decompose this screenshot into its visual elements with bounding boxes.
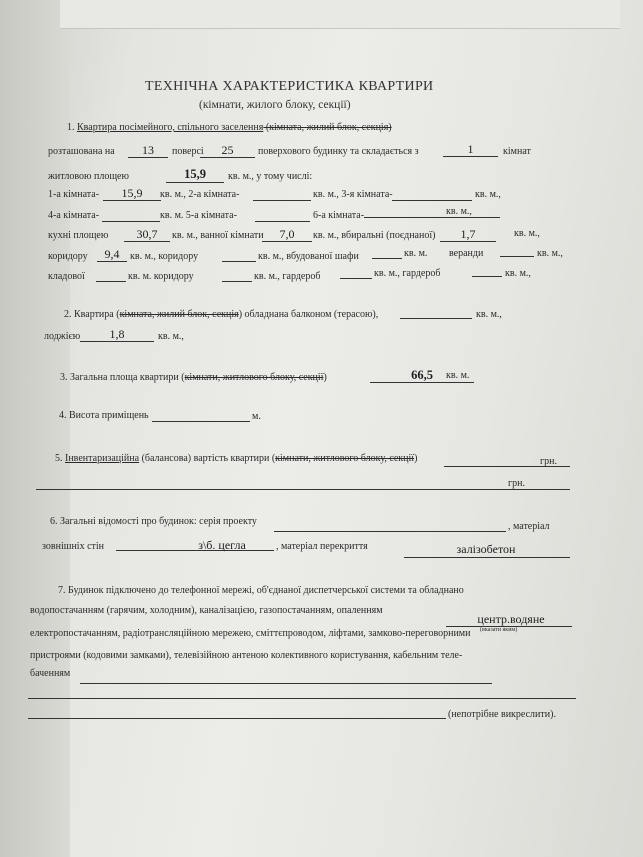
bath-value: 7,0 <box>279 227 295 241</box>
corridor3-line <box>222 281 252 282</box>
room3-line <box>392 200 472 201</box>
height-unit: м. <box>252 411 261 422</box>
toilet-unit: кв. м., <box>514 228 540 239</box>
loggia-label: лоджією <box>44 331 81 342</box>
total-area-unit: кв. м. <box>446 370 470 381</box>
pantry-label: кладової <box>48 271 85 282</box>
veranda-unit: кв. м., <box>537 248 563 259</box>
living-area-value: 15,9 <box>184 167 206 181</box>
toilet-label: кв. м., вбиральні (поєднаної) <box>313 230 436 241</box>
room1-line <box>103 200 161 201</box>
floors-total-line <box>200 157 255 158</box>
s5-text: 5. Інвентаризаційна (балансова) вартість квартири (кімнати, житлового блоку, секції) <box>55 453 418 464</box>
total-area-value: 66,5 <box>411 368 433 382</box>
living-area-line <box>166 182 224 183</box>
room4-label: 4-а кімната- <box>48 210 100 221</box>
room3-unit: кв. м., <box>475 189 501 200</box>
value-unit-2: грн. <box>508 478 525 489</box>
room2-label: кв. м., 2-а кімната- <box>160 189 240 200</box>
page-top-strip <box>60 0 620 29</box>
dressing2-line <box>472 276 502 277</box>
cable-line <box>80 683 492 684</box>
floors-total-value: 25 <box>221 143 234 157</box>
living-area-label: житловою площею <box>48 171 129 182</box>
s2-text: 2. Квартира (кімната, жилий блок, секція) обладнана балконом (терасою), <box>64 309 379 320</box>
located-on-label: розташована на <box>48 146 115 157</box>
wardrobe-line <box>372 258 402 259</box>
dressing2-unit: кв. м., <box>505 268 531 279</box>
s3-text: 3. Загальна площа квартири (кімнати, житлового блоку, секції) <box>60 372 327 383</box>
heating-value: центр.водяне <box>477 612 545 626</box>
toilet-line <box>440 241 496 242</box>
living-area-suffix: кв. м., у тому числі: <box>228 171 313 182</box>
room6-label: 6-а кімната- <box>313 210 365 221</box>
floor-material-value: залізобетон <box>456 542 516 556</box>
s1-heading: 1. Квартира посімейного, спільного заселення (кімната, жилий блок, секція) <box>67 122 392 133</box>
s4-text: 4. Висота приміщень <box>59 410 149 421</box>
balcony-unit: кв. м., <box>476 309 502 320</box>
rooms-label: кімнат <box>503 146 531 157</box>
s7-line-1: 7. Будинок підключено до телефонної мережі, об'єднаної диспетчерської системи та обладнано <box>58 585 464 596</box>
material-label: , матеріал <box>508 521 550 532</box>
veranda-label: веранди <box>449 248 484 259</box>
toilet-value: 1,7 <box>460 227 476 241</box>
strike-note: (непотрібне викреслити). <box>448 709 556 720</box>
value-line-2 <box>36 489 570 490</box>
blank-line-2 <box>28 718 446 719</box>
rooms-value: 1 <box>467 142 474 156</box>
room1-label: 1-а кімната- <box>48 189 100 200</box>
dressing-label: кв. м., гардероб <box>254 271 321 282</box>
page-shadow-left <box>0 0 70 857</box>
floor-value: 13 <box>142 143 154 157</box>
corridor2-label: кв. м., коридору <box>130 251 199 262</box>
loggia-unit: кв. м., <box>158 331 184 342</box>
pantry-line <box>96 281 126 282</box>
rooms-line <box>443 156 498 157</box>
walls-line <box>116 550 274 551</box>
room6-line <box>364 217 500 218</box>
corridor-value: 9,4 <box>104 247 120 261</box>
room5-label: кв. м. 5-а кімната- <box>160 210 237 221</box>
room3-label: кв. м., 3-я кімната- <box>313 189 393 200</box>
pantry-suffix: кв. м. коридору <box>128 271 194 282</box>
bath-label: кв. м., ванної кімнати <box>172 230 264 241</box>
loggia-line <box>80 341 154 342</box>
room4-line <box>102 221 160 222</box>
height-line <box>152 421 250 422</box>
kitchen-label: кухні площею <box>48 230 109 241</box>
blank-line-1 <box>28 698 576 699</box>
floor-label: поверсі <box>172 146 204 157</box>
total-area-line <box>370 382 474 383</box>
walls-label: зовнішніх стін <box>42 541 105 552</box>
kitchen-value: 30,7 <box>136 227 158 241</box>
floor-material-label: , матеріал перекриття <box>276 541 368 552</box>
room1-value: 15,9 <box>121 186 143 200</box>
document-title: ТЕХНІЧНА ХАРАКТЕРИСТИКА КВАРТИРИ <box>145 79 434 94</box>
s7-line-2: водопостачанням (гарячим, холодним), каналізацією, газопостачанням, опаленням <box>30 605 383 616</box>
floor-line <box>128 157 168 158</box>
loggia-value: 1,8 <box>109 327 125 341</box>
room6-unit: кв. м., <box>446 206 472 217</box>
floor-material-line <box>404 557 570 558</box>
room2-line <box>253 200 311 201</box>
s7-line-3: електропостачанням, радіотрансляційною мережею, сміттєпроводом, ліфтами, замково-переговорними <box>30 628 471 639</box>
bath-line <box>262 241 312 242</box>
veranda-line <box>500 256 534 257</box>
s7-line-5: баченням <box>30 668 71 679</box>
value-unit-1: грн. <box>540 456 557 467</box>
s7-line-4: пристроями (кодовими замками), телевізійною антеною колективного користування, кабельним теле- <box>30 650 463 661</box>
balcony-line <box>400 318 472 319</box>
series-line <box>274 531 506 532</box>
corridor-line <box>97 261 127 262</box>
dressing-line <box>340 278 372 279</box>
walls-value: з\б. цегла <box>198 538 246 552</box>
dressing2-label: кв. м., гардероб <box>374 268 441 279</box>
corridor-label: коридору <box>48 251 88 262</box>
heating-note: (вказати яким) <box>480 627 518 633</box>
kitchen-line <box>124 241 170 242</box>
s6-text: 6. Загальні відомості про будинок: серія проекту <box>50 516 257 527</box>
document-subtitle: (кімнати, жилого блоку, секції) <box>199 99 351 111</box>
floors-label: поверхового будинку та складається з <box>258 146 419 157</box>
corridor2-line <box>222 261 256 262</box>
room5-line <box>255 221 310 222</box>
wardrobe-unit: кв. м. <box>404 248 428 259</box>
wardrobe-label: кв. м., вбудованої шафи <box>258 251 359 262</box>
